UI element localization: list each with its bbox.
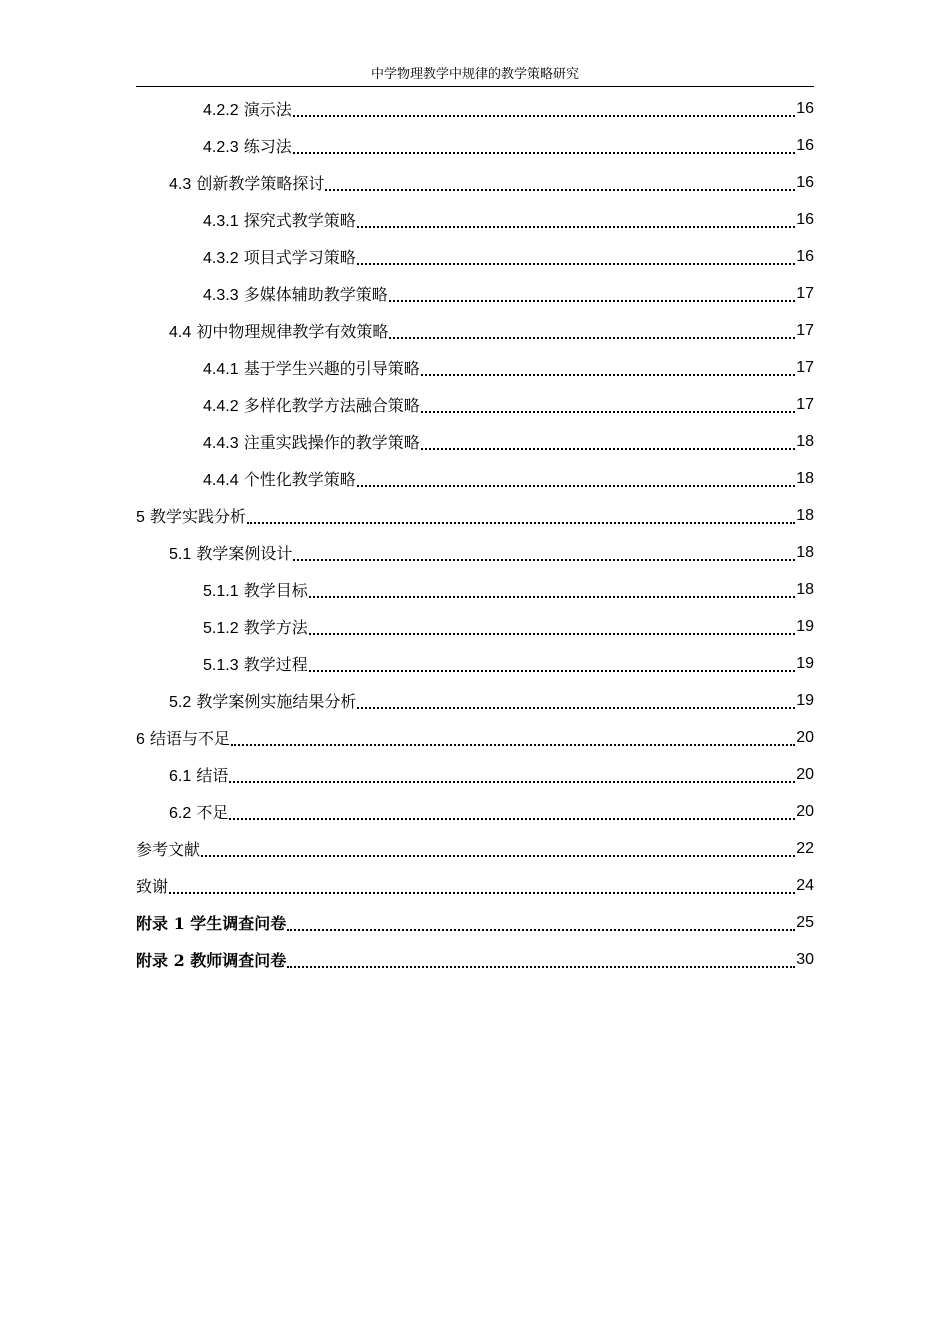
toc-entry-page: 16: [796, 247, 814, 265]
toc-entry-page: 19: [796, 691, 814, 709]
toc-entry-label: [203, 356, 420, 379]
toc-leader-dots: [389, 336, 795, 339]
toc-entry-label: [203, 578, 308, 601]
toc-leader-dots: [287, 928, 795, 931]
toc-entry-label: [136, 726, 230, 749]
toc-entry-page: 16: [796, 210, 814, 228]
toc-entry-text: 探究式教学策略: [243, 211, 356, 230]
toc-leader-dots: [309, 669, 796, 672]
toc-entry-label: [136, 911, 286, 934]
toc-entry[interactable]: [136, 238, 814, 275]
toc-entry[interactable]: [136, 275, 814, 312]
toc-entry-text: 教学过程: [243, 655, 308, 674]
toc-entry[interactable]: [136, 312, 814, 349]
toc-entry-page: 17: [796, 358, 814, 376]
toc-entry-page: 17: [796, 321, 814, 339]
toc-entry[interactable]: [136, 423, 814, 460]
toc-entry[interactable]: [136, 941, 814, 978]
toc-entry[interactable]: [136, 571, 814, 608]
toc-leader-dots: [357, 706, 795, 709]
toc-entry-text: 创新教学策略探讨: [196, 174, 325, 193]
toc-entry-number: 5.1.2: [203, 620, 239, 637]
toc-entry-number: 5.1.1: [203, 583, 239, 600]
toc-entry[interactable]: [136, 830, 814, 867]
toc-entry-label: [203, 615, 308, 638]
toc-entry-number: 5.1.3: [203, 657, 239, 674]
toc-entry-text: 注重实践操作的教学策略: [243, 433, 420, 452]
toc-entry-text: 教学实践分析: [150, 507, 247, 526]
toc-entry-number: 5.1: [169, 546, 192, 563]
toc-entry-label: [203, 393, 420, 416]
toc-entry-text: 教学目标: [243, 581, 308, 600]
toc-entry-page: 20: [796, 802, 814, 820]
toc-entry-text: 初中物理规律教学有效策略: [196, 322, 389, 341]
toc-entry-label: [136, 504, 246, 527]
toc-entry[interactable]: [136, 719, 814, 756]
toc-entry-text: 附录 1 学生调查问卷: [136, 914, 287, 933]
toc-entry-label: [169, 800, 228, 823]
toc-leader-dots: [357, 225, 796, 228]
toc-entry-number: 4.4: [169, 324, 192, 341]
toc-entry-text: 不足: [196, 803, 229, 822]
toc-leader-dots: [169, 891, 795, 894]
table-of-contents: [136, 90, 814, 978]
toc-entry-number: 4.3: [169, 176, 192, 193]
toc-entry-label: [203, 467, 356, 490]
toc-entry-number: 6.2: [169, 805, 192, 822]
page-header-title: 中学物理教学中规律的教学策略研究: [370, 67, 579, 82]
toc-entry-label: [169, 763, 228, 786]
toc-entry-text: 项目式学习策略: [243, 248, 356, 267]
toc-leader-dots: [309, 632, 796, 635]
toc-entry-label: [203, 208, 356, 231]
toc-entry[interactable]: [136, 793, 814, 830]
toc-entry-number: 4.3.3: [203, 287, 239, 304]
toc-entry-label: [136, 874, 168, 897]
toc-leader-dots: [421, 410, 796, 413]
toc-entry-page: 18: [796, 469, 814, 487]
toc-entry[interactable]: [136, 201, 814, 238]
toc-entry-label: [169, 689, 356, 712]
toc-leader-dots: [293, 114, 796, 117]
toc-entry-number: 6: [136, 731, 145, 748]
toc-entry-label: [136, 948, 286, 971]
toc-entry-label: [169, 319, 388, 342]
toc-entry-number: 4.3.1: [203, 213, 239, 230]
toc-entry-number: 5: [136, 509, 145, 526]
toc-entry-label: [203, 282, 388, 305]
toc-entry-number: 6.1: [169, 768, 192, 785]
toc-entry-page: 30: [796, 950, 814, 968]
toc-entry-label: [203, 245, 356, 268]
toc-entry-page: 17: [796, 284, 814, 302]
toc-leader-dots: [229, 817, 795, 820]
toc-entry[interactable]: [136, 608, 814, 645]
toc-entry-page: 16: [796, 99, 814, 117]
toc-leader-dots: [293, 558, 795, 561]
toc-entry[interactable]: [136, 497, 814, 534]
toc-leader-dots: [231, 743, 795, 746]
toc-entry-page: 20: [796, 728, 814, 746]
toc-entry-label: [203, 652, 308, 675]
toc-entry-label: [136, 837, 200, 860]
toc-entry-page: 22: [796, 839, 814, 857]
toc-entry-page: 19: [796, 654, 814, 672]
toc-entry-text: 教学案例实施结果分析: [196, 692, 357, 711]
toc-entry-page: 19: [796, 617, 814, 635]
toc-entry-text: 结语: [196, 766, 229, 785]
toc-entry-text: 基于学生兴趣的引导策略: [243, 359, 420, 378]
toc-leader-dots: [229, 780, 795, 783]
toc-entry-page: 18: [796, 580, 814, 598]
toc-entry-number: 4.2.2: [203, 102, 239, 119]
toc-entry-text: 参考文献: [136, 840, 201, 859]
toc-entry-page: 18: [796, 506, 814, 524]
toc-entry-page: 25: [796, 913, 814, 931]
toc-entry-number: 4.4.4: [203, 472, 239, 489]
toc-leader-dots: [201, 854, 795, 857]
toc-entry-number: 4.4.1: [203, 361, 239, 378]
toc-entry[interactable]: [136, 682, 814, 719]
toc-leader-dots: [357, 484, 796, 487]
toc-entry[interactable]: [136, 460, 814, 497]
toc-entry-text: 教学案例设计: [196, 544, 293, 563]
toc-entry-page: 16: [796, 136, 814, 154]
toc-entry-label: [169, 171, 324, 194]
toc-entry-text: 多媒体辅助教学策略: [243, 285, 388, 304]
toc-entry-number: 4.3.2: [203, 250, 239, 267]
toc-entry-text: 附录 2 教师调查问卷: [136, 951, 287, 970]
toc-entry[interactable]: [136, 164, 814, 201]
toc-entry[interactable]: [136, 867, 814, 904]
toc-entry-page: 18: [796, 543, 814, 561]
toc-entry[interactable]: [136, 756, 814, 793]
toc-entry-page: 24: [796, 876, 814, 894]
toc-leader-dots: [421, 373, 796, 376]
toc-entry[interactable]: [136, 90, 814, 127]
toc-entry-label: [203, 134, 292, 157]
toc-entry[interactable]: [136, 127, 814, 164]
toc-entry[interactable]: [136, 534, 814, 571]
toc-leader-dots: [309, 595, 796, 598]
toc-entry-page: 17: [796, 395, 814, 413]
toc-entry-text: 结语与不足: [150, 729, 231, 748]
toc-entry-label: [169, 541, 292, 564]
toc-leader-dots: [421, 447, 796, 450]
toc-entry-text: 个性化教学策略: [243, 470, 356, 489]
toc-entry-number: 5.2: [169, 694, 192, 711]
toc-entry-text: 演示法: [243, 100, 292, 119]
toc-entry-page: 18: [796, 432, 814, 450]
toc-leader-dots: [389, 299, 796, 302]
toc-leader-dots: [287, 965, 795, 968]
toc-leader-dots: [247, 521, 795, 524]
toc-entry[interactable]: [136, 386, 814, 423]
toc-entry-page: 16: [796, 173, 814, 191]
toc-entry-label: [203, 430, 420, 453]
toc-entry-number: 4.4.2: [203, 398, 239, 415]
header-divider: [136, 86, 814, 87]
toc-entry[interactable]: [136, 349, 814, 386]
toc-leader-dots: [293, 151, 796, 154]
toc-entry-text: 练习法: [243, 137, 292, 156]
toc-entry-number: 4.4.3: [203, 435, 239, 452]
toc-entry-text: 教学方法: [243, 618, 308, 637]
toc-entry[interactable]: [136, 645, 814, 682]
toc-entry-text: 致谢: [136, 877, 169, 896]
toc-entry-text: 多样化教学方法融合策略: [243, 396, 420, 415]
toc-entry[interactable]: [136, 904, 814, 941]
toc-leader-dots: [325, 188, 795, 191]
toc-entry-page: 20: [796, 765, 814, 783]
toc-entry-number: 4.2.3: [203, 139, 239, 156]
toc-leader-dots: [357, 262, 796, 265]
toc-entry-label: [203, 97, 292, 120]
